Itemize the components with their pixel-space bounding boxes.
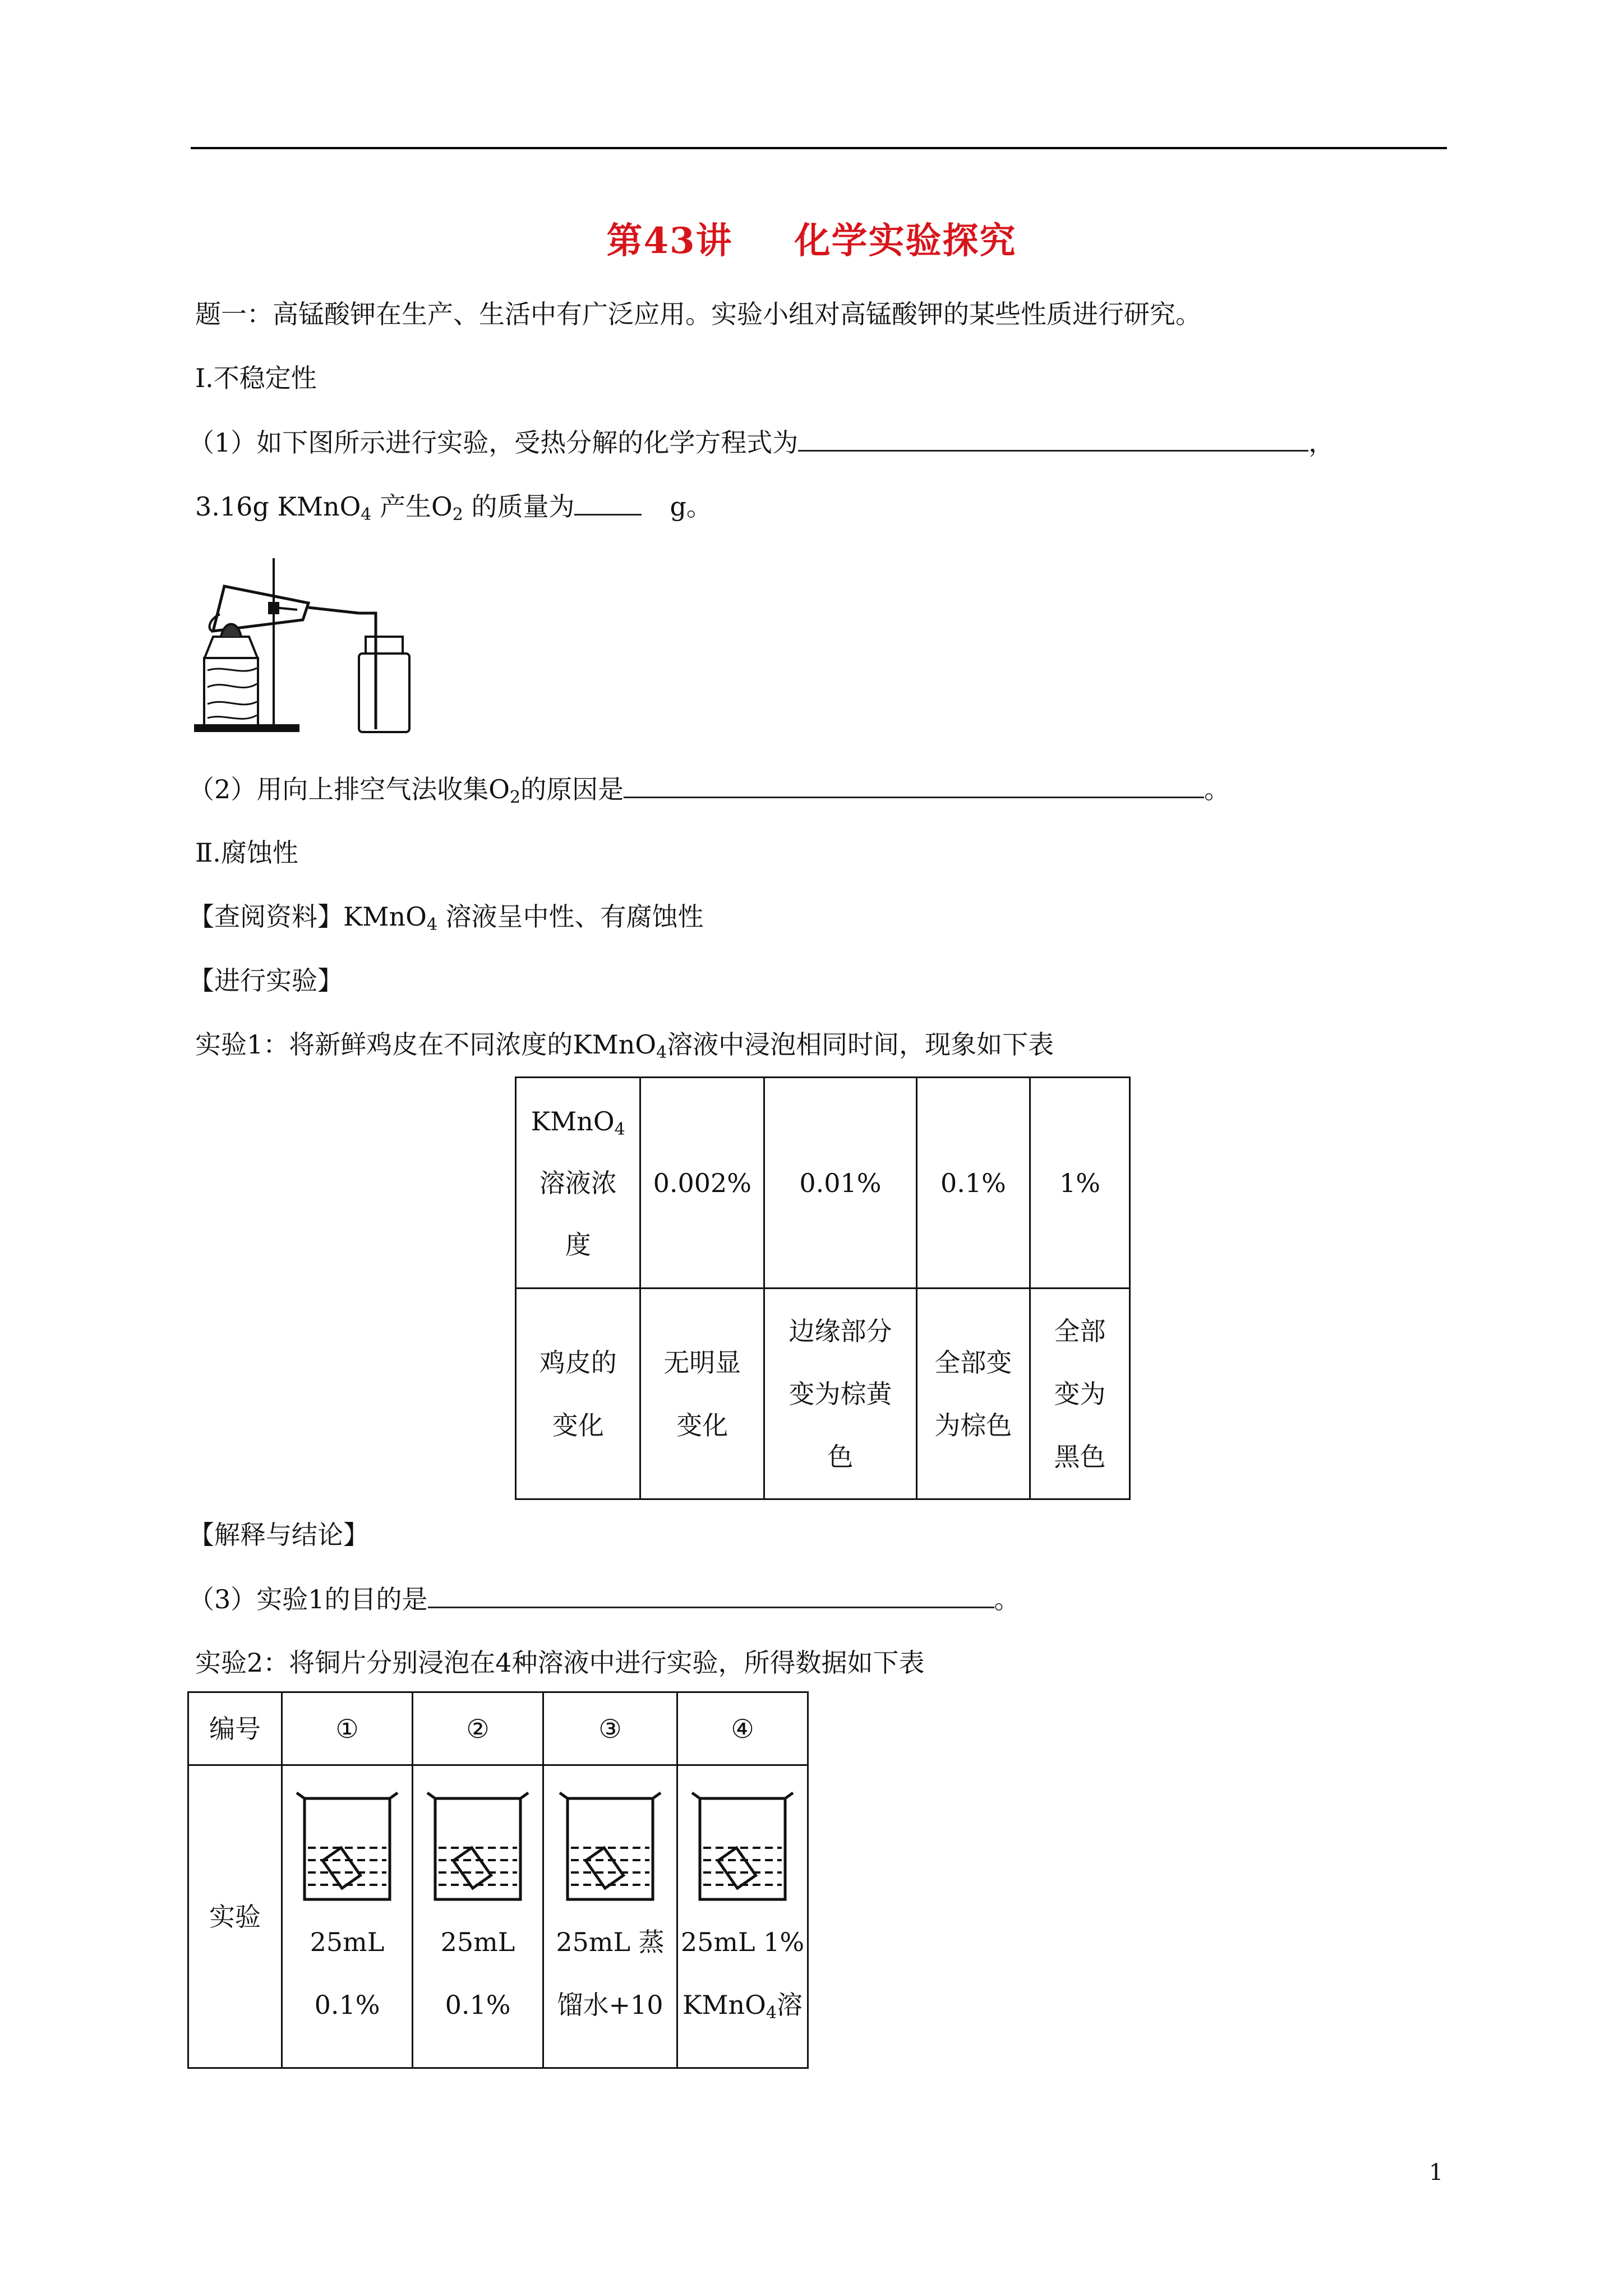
beaker-cell: 25mL 1% KMnO$_4$溶 (677, 1765, 808, 2068)
beaker-cell: 25mL 0.1% (282, 1765, 413, 2068)
question-3: （3）实验1的目的是 。 (188, 1582, 1020, 1616)
answer-blank-equation[interactable] (798, 425, 1308, 452)
change-cell: 全部变 为棕色 (916, 1289, 1030, 1499)
question-2: （2）用向上排空气法收集$O_2$的原因是 。 (188, 772, 1230, 806)
delivery-tube (308, 608, 359, 613)
experiment-1-table (515, 1076, 1131, 1500)
beaker-icon (686, 1782, 799, 1911)
beaker-icon (554, 1782, 666, 1911)
experiment-1-text: 实验1：将新鲜鸡皮在不同浓度的KMnO$_4$溶液中浸泡相同时间，现象如下表 (195, 1029, 1054, 1062)
experiment-2-table (187, 1691, 809, 2069)
question-1: （1）如下图所示进行实验，受热分解的化学方程式为 ， (188, 425, 1334, 459)
conc-cell: 1% (1030, 1078, 1130, 1289)
experiment-2-text: 实验2：将铜片分别浸泡在4种溶液中进行实验，所得数据如下表 (195, 1648, 925, 1678)
collection-bottle (359, 654, 409, 732)
skin-change-header: 鸡皮的 变化 (516, 1289, 640, 1499)
beaker-icon (291, 1782, 403, 1911)
change-cell: 边缘部分 变为棕黄 色 (764, 1289, 917, 1499)
reference-info: 【查阅资料】KMnO$_4$ 溶液呈中性、有腐蚀性 (188, 901, 704, 935)
answer-blank-purpose[interactable] (428, 1582, 994, 1608)
conc-cell: 0.01% (764, 1078, 917, 1289)
number-cell: ① (282, 1692, 413, 1765)
number-cell: ③ (543, 1692, 677, 1765)
experiment-label: 实验 (188, 1765, 282, 2068)
beaker-cell: 25mL 蒸 馏水+10 (543, 1765, 677, 2068)
skin-change-row (516, 1289, 1130, 1499)
concentration-row (516, 1078, 1130, 1289)
page-number: 1 (1429, 2160, 1444, 2185)
section-1-heading: Ⅰ.不稳定性 (195, 363, 317, 393)
question-1b: 3.16g KMnO$_4$ 产生$O_2$ 的质量为 g。 (195, 489, 712, 523)
lecture-topic: 化学实验探究 (794, 220, 1017, 262)
conclusion-heading: 【解释与结论】 (188, 1520, 369, 1550)
conc-cell: 0.002% (640, 1078, 764, 1289)
section-2-heading: Ⅱ.腐蚀性 (195, 838, 298, 868)
lecture-number: 第43讲 (606, 220, 733, 262)
experiment-heading: 【进行实验】 (188, 965, 343, 996)
concentration-header: KMnO$_4$ 溶液浓 度 (516, 1078, 640, 1289)
number-cell: ④ (677, 1692, 808, 1765)
number-header: 编号 (188, 1692, 282, 1765)
answer-blank-reason[interactable] (624, 772, 1204, 798)
change-cell: 无明显 变化 (640, 1289, 764, 1499)
header-rule (191, 147, 1447, 149)
heating-apparatus-figure (191, 547, 437, 738)
page-title (0, 212, 1623, 264)
conc-cell: 0.1% (916, 1078, 1030, 1289)
change-cell: 全部 变为 黑色 (1030, 1289, 1130, 1499)
number-cell: ② (413, 1692, 543, 1765)
intro-text: 题一：高锰酸钾在生产、生活中有广泛应用。实验小组对高锰酸钾的某些性质进行研究。 (195, 299, 1201, 329)
beaker-icon (422, 1782, 534, 1911)
beaker-cell: 25mL 0.1% (413, 1765, 543, 2068)
answer-blank-mass[interactable] (574, 489, 642, 516)
